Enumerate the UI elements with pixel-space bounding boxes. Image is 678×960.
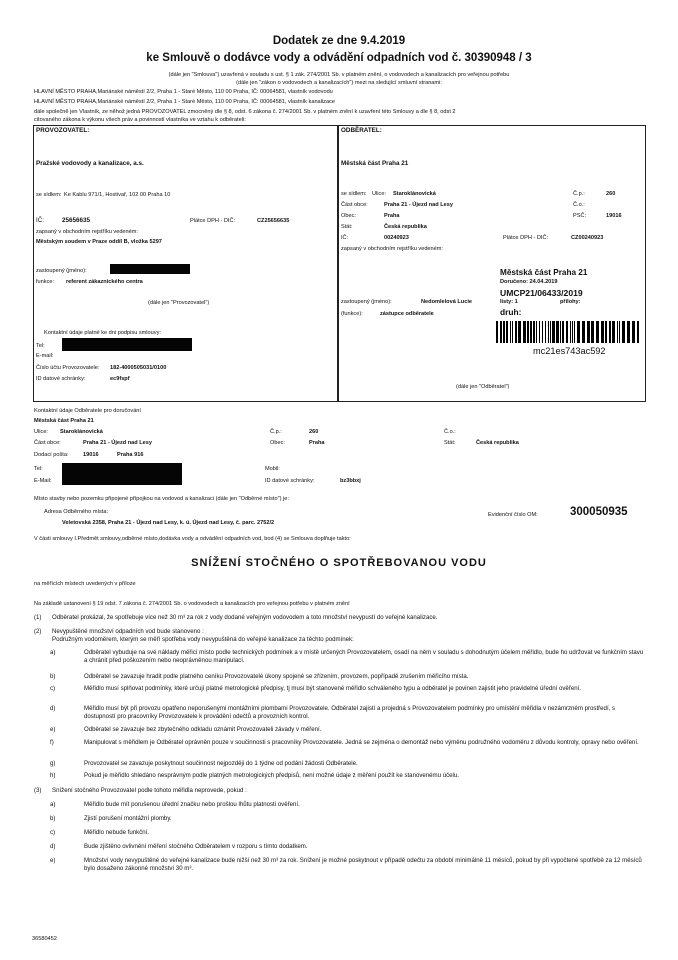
odberatel-alias: (dále jen "Odběratel") (456, 384, 510, 390)
barcode-bar (536, 321, 537, 343)
item-2d: Měřidlo musí být při provozu opatřeno neporušenými montážními plombami Provozovatele. Odběratel zajistí a projedná s Provozovatelem podmínky pro umístění měřidla v nezámrzném prostředí, s dostupností pro pracovníky Provozovatele k provádění odečtů a provozních kontrol. (84, 705, 616, 720)
paragraph-2-line-1: Nevypuštěné množství odpadních vod bude stanoveno : (52, 628, 204, 635)
barcode-bar (582, 321, 585, 343)
item-2f-letter: f) (50, 739, 54, 746)
odberatel-ic-label: IČ: (341, 235, 349, 241)
barcode-bar (591, 321, 594, 343)
provozovatel-seat-value: Ke Kablu 971/1, Hostivař, 102 00 Praha 10 (64, 192, 171, 198)
odberatel-heading: ODBĚRATEL: (341, 127, 382, 134)
owner-line-3: dále společně jen Vlastník, ze něhož jedná PROVOZOVATEL zmocněný dle § 8, odst. 6 zákona č. 274/2001 Sb. v platném znění k uzavření této Smlouvy a dle § 8, odst 2 (34, 109, 456, 115)
main-heading: SNÍŽENÍ STOČNÉHO O SPOTŘEBOVANOU VODU (191, 557, 487, 569)
owner-line-1: HLAVNÍ MĚSTO PRAHA,Mariánské náměstí 2/2, Praha 1 - Staré Město, 110 00 Praha, IČ: 00064581, vlastník vodovodu (34, 89, 333, 95)
odberatel-seat-label: se sídlem: (341, 191, 367, 197)
stamp-reference: UMCP21/06433/2019 (500, 288, 583, 298)
odberatel-dic-label: Plátce DPH - DIČ: (503, 235, 549, 241)
barcode (496, 321, 640, 343)
barcode-bar (574, 321, 575, 343)
odberatel-cp-value: 260 (606, 191, 616, 197)
odberatel-street-label: Ulice: (372, 191, 386, 197)
barcode-bar (527, 321, 529, 343)
item-3a: Měřidlo bude mít porušenou úřední značku nebo prošlou lhůtu platnosti ověření. (84, 801, 300, 808)
barcode-bar (577, 321, 580, 343)
delivery-city-value: Praha (309, 440, 325, 446)
delivery-state-value: Česká republika (476, 440, 519, 446)
paragraph-2-number: (2) (34, 628, 42, 635)
odberatel-psc-value: 19016 (606, 213, 622, 219)
barcode-bar (496, 321, 498, 343)
paragraph-3: Snížení stočného Provozovatel podle tohoto měřidla neprovede, pokud : (52, 787, 247, 794)
redacted-delivery-contact (62, 463, 182, 485)
barcode-bar (617, 321, 618, 343)
barcode-bar (550, 321, 551, 343)
item-2a-letter: a) (50, 649, 56, 656)
provozovatel-ic-label: IČ: (36, 217, 45, 224)
place-evidence-label: Evidenční číslo OM: (488, 512, 538, 518)
odberatel-function-label: (funkce): (341, 311, 363, 317)
barcode-bar (596, 321, 599, 343)
place-change-text: V části smlouvy I.Předmět smlouvy,odběrné místo,dodávka vody a odvádění odpadních vod, bod (4) se Smlouva doplňuje takto: (34, 536, 351, 542)
item-3b: Zjistí porušení montážní plomby. (84, 815, 172, 822)
odberatel-street-value: Staroklánovická (393, 191, 436, 197)
intro-line-1: (dále jen "Smlouva") uzavřená v souladu s ust. § 1 zák. 274/2001 Sb. v platném znění, o vodovodech a kanalizacích pro veřejnou potřebu (168, 72, 510, 78)
place-address-value: Veletovská 2358, Praha 21 - Újezd nad Lesy, k. ú. Újezd nad Lesy, č. parc. 2752/2 (62, 520, 275, 526)
barcode-bar (627, 321, 630, 343)
item-2g-letter: g) (50, 760, 56, 767)
item-3a-letter: a) (50, 801, 56, 808)
barcode-bar (566, 321, 568, 343)
delivery-databox-value: bz3bbxj (340, 478, 361, 484)
item-2h: Pokud je měřidlo shledáno nesprávným podle platných metrologických předpisů, není možné údaje z měření použít ke stanovenému účelu. (84, 772, 459, 779)
delivery-state-label: Stát: (444, 440, 456, 446)
barcode-bar (570, 321, 571, 343)
delivery-email-label: E-Mail: (34, 478, 52, 484)
barcode-bar (601, 321, 604, 343)
delivery-cp-label: Č.p.: (270, 429, 282, 435)
barcode-bar (619, 321, 620, 343)
provozovatel-dic-value: CZ25656635 (257, 218, 290, 224)
barcode-bar (609, 321, 611, 343)
delivery-post-value: Praha 916 (117, 452, 144, 458)
item-2b: Odběratel se zavazuje hradit podle platného ceníku Provozovatelé úkony spojené se zřízením, provozem, popřípadě zrušením měřicího místa. (84, 673, 469, 680)
provozovatel-heading: PROVOZOVATEL: (36, 127, 90, 134)
barcode-text: mc21es743ac592 (533, 346, 606, 356)
barcode-bar (560, 321, 561, 343)
item-3e: Množství vody nevypuštěné do veřejné kanalizace bude nižší než 30 m³ za rok. Snížení je možné poskytnout v případě odečtu za období minimálně 11 měsíců, pokud by při vypočtené spotřebě za 12 měsíců bylo dosaženo zákonné množství 30 m³. (84, 857, 642, 872)
delivery-tel-label: Tel: (34, 466, 43, 472)
provozovatel-registry-value: Městským soudem v Praze oddíl B, vložka 5297 (36, 239, 162, 245)
barcode-bar (587, 321, 590, 343)
delivery-city-label: Obec: (270, 440, 285, 446)
item-2d-letter: d) (50, 705, 56, 712)
delivery-name: Městská část Praha 21 (34, 418, 94, 424)
item-3c-letter: c) (50, 829, 56, 836)
barcode-bar (632, 321, 635, 343)
barcode-bar (542, 321, 543, 343)
delivery-heading: Kontaktní údaje Odběratele pro doručování (34, 408, 141, 414)
odberatel-cp-label: Č.p.: (573, 191, 585, 197)
stamp-type: druh: (500, 307, 522, 317)
redacted-tel (62, 338, 192, 351)
barcode-bar (562, 321, 564, 343)
odberatel-part-label: Část obce: (341, 202, 368, 208)
odberatel-state-value: Česká republika (384, 224, 427, 230)
provozovatel-account-value: 182-4000505031/0100 (110, 365, 167, 371)
stamp-sheets: listy: 1 (500, 299, 518, 305)
odberatel-co-label: Č.o.: (573, 202, 585, 208)
item-2b-letter: b) (50, 673, 56, 680)
odberatel-ic-value: 00240923 (384, 235, 409, 241)
barcode-bar (510, 321, 511, 343)
odberatel-rep-value: Nedomlelová Lucie (421, 299, 472, 305)
barcode-bar (518, 321, 521, 343)
odberatel-function-value: zástupce odběratele (380, 311, 434, 317)
item-2e: Odběratel se zavazuje bez zbytečného odkladu oznámit Provozovateli závady v měření. (84, 726, 322, 733)
scope-text: na měřících místech uvedených v příloze (34, 581, 136, 587)
provozovatel-name: Pražské vodovody a kanalizace, a.s. (36, 160, 144, 167)
paragraph-2-line-2: Podružným vodoměrem, kterým se měří spotřeba vody nevypuštěná do veřejné kanalizace za těchto podmínek: (52, 636, 354, 643)
barcode-bar (523, 321, 526, 343)
provozovatel-databox-value: ec9fspf (110, 376, 130, 382)
provozovatel-dic-label: Plátce DPH - DIČ: (190, 218, 236, 224)
item-2a: Odběratel vybuduje na své náklady měřicí místo podle technických podmínek a v místě určených Provozovatelem, osadí na něm v souladu s dohodnutým účelem měřidlo, bude ho udržovat ve funkčním stavu a chránit před poškozením nebo neoprávněnou manipulací. (84, 649, 644, 664)
document-subtitle: ke Smlouvě o dodávce vody a odvádění odpadních vod č. 30390948 / 3 (146, 52, 532, 64)
item-3d-letter: d) (50, 843, 56, 850)
stamp-org: Městská část Praha 21 (500, 268, 588, 277)
item-2g: Provozovatel se zavazuje poskytnout součinnost nejpozději do 1 týdne od podání žádosti Odběratele. (84, 760, 358, 767)
provozovatel-databox-label: ID datové schránky: (36, 376, 86, 382)
odberatel-city-label: Obec: (341, 213, 356, 219)
provozovatel-account-label: Číslo účtu Provozovatele: (36, 365, 100, 371)
provozovatel-ic-value: 25656635 (62, 217, 91, 224)
odberatel-rep-label: zastoupený (jméno): (341, 299, 392, 305)
delivery-post-code: 19016 (83, 452, 99, 458)
barcode-bar (637, 321, 639, 343)
place-evidence-value: 300050935 (570, 506, 628, 518)
barcode-bar (500, 321, 502, 343)
owner-line-4: citovaného zákona k výkonu všech práv a povinností vlastníka ve vztahu k odběrateli: (34, 117, 246, 123)
item-2c: Měřidlo musí splňovat podmínky, které určují platné metrologické předpisy, tj musí být stanovené měřidlo schváleného typu a odběratel je povinen zajistit jeho pravidelné úřední ověření. (84, 685, 582, 692)
delivery-part-label: Část obce: (34, 440, 61, 446)
provozovatel-registry-label: zapsaný v obchodním rejstříku vedeném: (36, 229, 138, 235)
barcode-bar (545, 321, 546, 343)
barcode-bar (556, 321, 559, 343)
item-2h-letter: h) (50, 772, 56, 779)
delivery-cp-value: 260 (309, 429, 319, 435)
barcode-bar (533, 321, 535, 343)
barcode-bar (552, 321, 555, 343)
odberatel-name: Městská část Praha 21 (341, 160, 409, 167)
barcode-bar (506, 321, 508, 343)
item-2e-letter: e) (50, 726, 56, 733)
stamp-attachments: přílohy: (560, 299, 581, 305)
redacted-name (110, 264, 190, 274)
intro-line-2: (dále jen "zákon o vodovodech a kanalizacích") mezi na sledující smluvní stranami: (236, 80, 442, 86)
delivery-post-label: Dodací pošta: (34, 452, 69, 458)
paragraph-3-number: (3) (34, 787, 42, 794)
basis-text: Na základě ustanovení § 19 odst. 7 zákona č. 274/2001 Sb. o vodovodech a kanalizacích pro veřejnou potřebu v platném znění (34, 601, 350, 607)
item-3b-letter: b) (50, 815, 56, 822)
provozovatel-alias: (dále jen "Provozovatel") (148, 300, 210, 306)
owner-line-2: HLAVNÍ MĚSTO PRAHA,Mariánské náměstí 2/2, Praha 1 - Staré Město, 110 00 Praha, IČ: 00064581, vlastník kanalizace (34, 99, 335, 105)
provozovatel-tel-label: Tel: (36, 343, 45, 349)
odberatel-city-value: Praha (384, 213, 400, 219)
place-intro: Místo stavby nebo pozemku připojené přípojkou na vodovod a kanalizaci (dále jen "Odběrné místo") je: (34, 496, 289, 502)
item-2f: Manipulovat s měřidlem je Odběratel oprávněn pouze v součinnosti s pracovníky Provozovatele. Jedná se zejména o demontáž nebo výměnu podružného vodoměru z důvodu kontroly, opravy nebo ověření. (84, 739, 639, 746)
provozovatel-rep-label: zastoupený (jméno): (36, 268, 87, 274)
barcode-bar (530, 321, 532, 343)
paragraph-1: Odběratel prokázal, že spotřebuje více než 30 m³ za rok z vody dodané veřejným vodovodem a toto množství nevypustí do veřejné kanalizace. (52, 614, 438, 621)
delivery-mobile-label: Mobil: (265, 466, 280, 472)
delivery-databox-label: ID datové schránky: (265, 478, 315, 484)
barcode-bar (572, 321, 573, 343)
provozovatel-function-value: referent zákaznického centra (66, 279, 143, 285)
delivery-part-value: Praha 21 - Újezd nad Lesy (83, 440, 153, 446)
barcode-bar (622, 321, 625, 343)
paragraph-1-number: (1) (34, 614, 42, 621)
place-address-label: Adresa Odběrného místa: (44, 509, 109, 515)
odberatel-state-label: Stát: (341, 224, 353, 230)
barcode-bar (548, 321, 549, 343)
provozovatel-contact-heading: Kontaktní údaje platné ke dni podpisu smlouvy: (44, 330, 161, 336)
odberatel-psc-label: PSČ: (573, 213, 587, 219)
item-3d: Bude zjištěno ovlivnění měření stočného Odběratelem v rozporu s tímto dodatkem. (84, 843, 308, 850)
delivery-co-label: Č.o.: (444, 429, 456, 435)
provozovatel-email-label: E-mail: (36, 353, 54, 359)
barcode-bar (515, 321, 517, 343)
delivery-street-label: Ulice: (34, 429, 48, 435)
barcode-bar (512, 321, 513, 343)
item-3e-letter: e) (50, 857, 56, 864)
barcode-bar (503, 321, 505, 343)
barcode-bar (539, 321, 540, 343)
delivery-street-value: Staroklánovická (60, 429, 103, 435)
barcode-bar (605, 321, 607, 343)
provozovatel-seat-label: se sídlem: (36, 192, 62, 198)
item-3c: Měřidlo nebude funkční. (84, 829, 150, 836)
odberatel-part-value: Praha 21 - Újezd nad Lesy (384, 202, 454, 208)
provozovatel-function-label: funkce: (36, 279, 55, 285)
item-2c-letter: c) (50, 685, 56, 692)
barcode-bar (612, 321, 615, 343)
document-title: Dodatek ze dne 9.4.2019 (272, 35, 406, 47)
odberatel-dic-value: CZ00240923 (571, 235, 604, 241)
odberatel-registry-label: zapsaný v obchodním rejstříku vedeném: (341, 246, 443, 252)
document-number: 36580452 (32, 936, 57, 942)
stamp-delivered: Doručeno: 24.04.2019 (500, 279, 558, 285)
